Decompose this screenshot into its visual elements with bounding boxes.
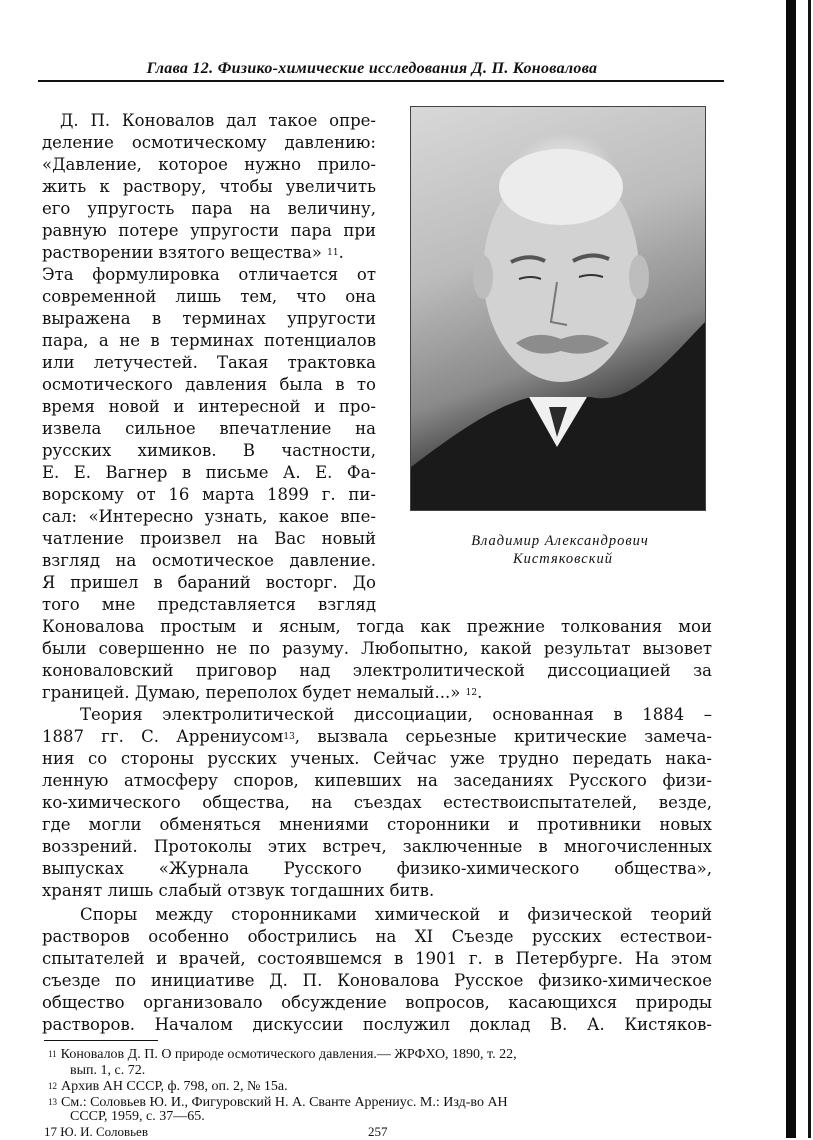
caption-surname: Кистяковский [512, 551, 613, 567]
header-rule [38, 80, 724, 82]
footnote-12 [48, 1078, 288, 1095]
footnote-ref-12: 12 [465, 688, 478, 698]
footnote-number: 12 [48, 1081, 57, 1091]
text-line: ко-химического общества, на съездах естествоиспытателей, везде, [42, 793, 712, 812]
text-segment: 1887 гг. С. Аррениусом [42, 727, 284, 746]
text-line: ленную атмосферу споров, кипевших на заседаниях Русского физи- [42, 771, 712, 790]
footnote-ref-11: 11 [327, 248, 339, 258]
text-segment: . [477, 683, 483, 702]
footnote-rule [44, 1040, 158, 1041]
text-line: воззрений. Протоколы этих встреч, заключенные в многочисленных [42, 837, 712, 856]
text-line: время новой и интересной и про- [42, 397, 376, 416]
text-segment: . [338, 243, 344, 262]
footnote-number: 13 [48, 1097, 57, 1107]
footnote-text: Архив АН СССР, ф. 798, оп. 2, № 15а. [61, 1079, 288, 1094]
footnote-text: См.: Соловьев Ю. И., Фигуровский Н. А. Сванте Аррениус. М.: Изд-во АН [61, 1095, 508, 1110]
text-line: или летучестей. Такая трактовка [42, 353, 376, 372]
text-line: общество организовало обсуждение вопросов, касающихся природы [42, 993, 712, 1012]
footnote-11 [48, 1046, 517, 1063]
text-line: спытателей и врачей, состоявшемся в 1901 г. в Петербурге. На этом [42, 949, 712, 968]
scan-edge-bar [786, 0, 796, 1138]
text-line: выпусках «Журнала Русского физико-химического общества», [42, 859, 712, 878]
text-line: его упругость пара на величину, [42, 199, 376, 218]
page-number: 257 [368, 1124, 388, 1139]
text-segment: растворении взятого вещества» [42, 243, 322, 262]
text-line: извела сильное впечатление на [42, 419, 376, 438]
text-line: сал: «Интересно узнать, какое впе- [42, 507, 376, 526]
text-line: деление осмотическому давлению: [42, 133, 376, 152]
footnote-ref-13: 13 [283, 732, 295, 742]
text-line: жить к раствору, чтобы увеличить [42, 177, 376, 196]
footnote-13-cont: СССР, 1959, с. 37—65. [70, 1109, 205, 1124]
text-line: хранят лишь слабый отзвук тогдашних битв. [42, 881, 435, 900]
text-line: равную потере упругости пара при [42, 221, 376, 240]
text-line: чатление произвел на Вас новый [42, 529, 376, 548]
figure-caption [420, 532, 700, 568]
text-line: ворскому от 16 марта 1899 г. пи- [42, 485, 376, 504]
text-line: коноваловский приговор над электролитической диссоциацией за [42, 661, 712, 680]
text-line: «Давление, которое нужно прило- [42, 155, 376, 174]
footnote-text: Коновалов Д. П. О природе осмотического давления.— ЖРФХО, 1890, т. 22, [60, 1047, 517, 1062]
text-line: ния со стороны русских ученых. Сейчас уже трудно передать нака- [42, 749, 712, 768]
signature-mark: 17 Ю. И. Соловьев [44, 1124, 148, 1139]
text-line: Коновалова простым и ясным, тогда как прежние толкования мои [42, 617, 712, 636]
text-line-with-ref [42, 726, 712, 748]
text-line: пара, а не в терминах потенциалов [42, 331, 376, 350]
text-line: выражена в терминах упругости [42, 309, 376, 328]
text-line: Е. Е. Вагнер в письме А. Е. Фа- [42, 463, 376, 482]
text-line: растворов. Началом дискуссии послужил доклад В. А. Кистяков- [42, 1015, 712, 1034]
caption-name: Владимир Александрович [471, 533, 649, 549]
text-segment: границей. Думаю, переполох будет немалый...» [42, 683, 461, 702]
portrait-photo [410, 106, 706, 511]
text-line: осмотического давления была в то [42, 375, 376, 394]
scan-edge-line [808, 0, 811, 1138]
running-title: Глава 12. Физико-химические исследования Д. П. Коновалова [146, 60, 598, 77]
text-line-with-ref [42, 682, 712, 704]
text-line: где могли обменяться мнениями сторонники и противники новых [42, 815, 712, 834]
text-line: взгляд на осмотическое давление. [42, 551, 376, 570]
text-line-with-ref [42, 242, 376, 264]
text-line: были совершенно не по разуму. Любопытно, какой результат вызовет [42, 639, 712, 658]
paragraph-start: Теория электролитической диссоциации, основанная в 1884 – [80, 705, 712, 724]
text-line: русских химиков. В частности, [42, 441, 376, 460]
footnote-11-cont: вып. 1, с. 72. [70, 1063, 146, 1078]
text-line: Я пришел в бараний восторг. До [42, 573, 376, 592]
text-line: растворов особенно обострились на XI Съезде русских естествои- [42, 927, 712, 946]
text-line: современной лишь тем, что она [42, 287, 376, 306]
paragraph-start: Споры между сторонниками химической и физической теорий [80, 905, 712, 924]
text-line: Эта формулировка отличается от [42, 265, 376, 284]
footnote-number: 11 [48, 1049, 57, 1059]
text-line: того мне представляется взгляд [42, 595, 376, 614]
text-segment: , вызвала серьезные критические замеча- [294, 727, 712, 746]
portrait-drawing [411, 107, 705, 510]
text-line: Д. П. Коновалов дал такое опре- [60, 111, 376, 130]
text-line: съезде по инициативе Д. П. Коновалова Русское физико-химическое [42, 971, 712, 990]
